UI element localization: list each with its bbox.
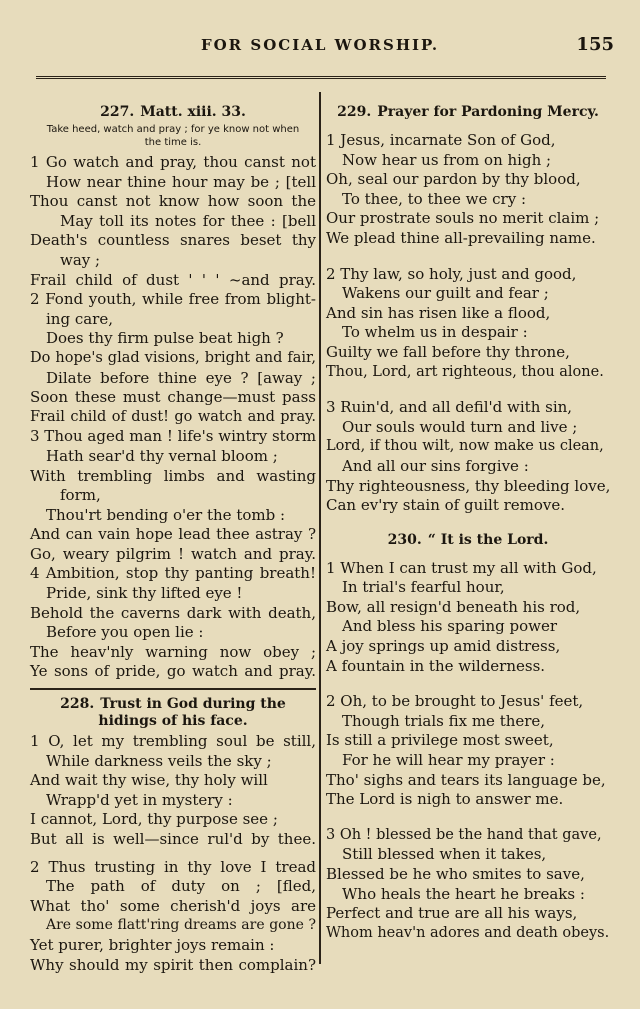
verse-line: Blessed be he who smites to save,: [326, 865, 585, 883]
stanza-gap: [326, 810, 610, 826]
verse-line: Thou'rt bending o'er the tomb :: [46, 505, 286, 524]
verse-line: 2 Oh, to be brought to Jesus' feet,: [326, 692, 584, 711]
verse-line: How near thine hour may be ; [tell: [46, 172, 316, 191]
verse-line: Can ev'ry stain of guilt remove.: [326, 496, 566, 515]
verse-line: But all is well—since rul'd by thee.: [30, 830, 316, 848]
verse-line: Are some flatt'ring dreams are gone ?: [46, 917, 316, 934]
hymn-number: 227.: [100, 104, 135, 120]
verse-line: Though trials fix me there,: [342, 711, 546, 730]
verse-line: Why should my spirit then complain?: [30, 955, 316, 974]
hymn-title: Matt. xiii. 33.: [140, 104, 246, 120]
verse-line: Go, weary pilgrim ! watch and pray.: [30, 544, 316, 563]
hymn-228-heading: [30, 696, 316, 730]
verse-line: 2 Thy law, so holy, just and good,: [326, 264, 577, 283]
verse-line: Tho' sighs and tears its language be,: [326, 770, 606, 789]
verse-line: Pride, sink thy lifted eye !: [46, 584, 243, 603]
verse-line: Frail child of dust ' ' ' ~and pray.: [30, 270, 316, 289]
verse-line: Behold the caverns dark with death,: [30, 603, 316, 622]
hymn-title: Trust in God during the hidings of his face.: [98, 696, 286, 730]
hymn-229-text: [326, 131, 610, 516]
verse-line: While darkness veils the sky ;: [46, 751, 272, 770]
verse-line: Bow, all resign'd beneath his rod,: [326, 597, 581, 616]
stanza-gap: [326, 382, 610, 398]
verse-line: Soon these must change—must pass: [30, 388, 316, 407]
hymn-title: Prayer for Pardoning Mercy.: [377, 104, 599, 120]
hymn-228-text: [30, 732, 316, 975]
hymn-230-heading: [326, 532, 610, 549]
verse-line: Hath sear'd thy vernal bloom ;: [46, 446, 278, 465]
verse-line: Guilty we fall before thy throne,: [326, 342, 570, 361]
verse-line: 1 Jesus, incarnate Son of God,: [326, 131, 556, 149]
verse-line: 1 When I can trust my all with God,: [326, 558, 597, 577]
verse-line: Thou, Lord, art righteous, thou alone.: [326, 363, 604, 380]
verse-line: 1 O, let my trembling soul be still,: [30, 732, 316, 751]
verse-line: May toll its notes for thee : [bell: [60, 211, 316, 230]
hymn-227-heading: [30, 104, 316, 121]
verse-line: I cannot, Lord, thy purpose see ;: [30, 810, 278, 829]
verse-line: 2 Fond youth, while free from blight-: [30, 290, 316, 309]
verse-line: What tho' some cherish'd joys are: [30, 896, 316, 915]
verse-line: 3 Oh ! blessed be the hand that gave,: [326, 826, 602, 843]
verse-line: For he will hear my prayer :: [342, 751, 555, 770]
verse-line: To whelm us in despair :: [342, 323, 528, 342]
verse-line: Do hope's glad visions, bright and fair,: [30, 349, 316, 366]
left-column: [30, 104, 316, 975]
verse-line: And can vain hope lead thee astray ?: [30, 525, 316, 544]
verse-line: Wakens our guilt and fear ;: [342, 284, 549, 303]
verse-line: Oh, seal our pardon by thy blood,: [326, 170, 581, 189]
verse-line: Still blessed when it takes,: [342, 845, 547, 864]
verse-line: Before you open lie :: [46, 623, 204, 642]
verse-line: The heav'nly warning now obey ;: [30, 642, 316, 661]
header-rule: [36, 76, 606, 79]
verse-line: And wait thy wise, thy holy will: [30, 771, 268, 790]
verse-line: Thou canst not know how soon the: [30, 192, 316, 211]
verse-line: Our souls would turn and live ;: [342, 417, 578, 436]
verse-line: We plead thine all-prevailing name.: [326, 228, 596, 247]
verse-line: Who heals the heart he breaks :: [342, 884, 585, 903]
verse-line: Perfect and true are all his ways,: [326, 904, 578, 923]
verse-line: And bless his sparing power: [342, 617, 557, 636]
verse-line: Ye sons of pride, go watch and pray.: [30, 662, 316, 681]
verse-line: In trial's fearful hour,: [342, 578, 505, 597]
verse-line: Death's countless snares beset thy: [30, 231, 316, 250]
verse-line: The Lord is nigh to answer me.: [326, 790, 564, 809]
heading-gap: [326, 551, 610, 559]
hymn-separator: [30, 688, 316, 690]
hymn-number: 229.: [337, 104, 372, 120]
verse-line: With trembling limbs and wasting: [30, 466, 316, 485]
verse-line: 4 Ambition, stop thy panting breath!: [30, 564, 316, 583]
hymn-230-text: [326, 559, 610, 944]
epigraph-line: Take heed, watch and pray ; for ye know not when: [46, 124, 300, 135]
hymn-title: “ It is the Lord.: [427, 531, 549, 548]
hymn-229-heading: [326, 104, 610, 121]
stanza-gap: [30, 850, 316, 858]
column-divider: [319, 92, 321, 964]
running-head: FOR SOCIAL WORSHIP.: [200, 36, 440, 54]
verse-line: 3 Ruin'd, and all defil'd with sin,: [326, 398, 573, 417]
verse-line: Lord, if thou wilt, now make us clean,: [326, 438, 604, 455]
verse-line: form,: [60, 486, 101, 505]
verse-line: Does thy firm pulse beat high ?: [46, 329, 284, 348]
right-column: [326, 104, 610, 943]
stanza-gap: [326, 249, 610, 265]
verse-line: 2 Thus trusting in thy love I tread: [30, 857, 316, 876]
verse-line: The path of duty on ; [fled,: [46, 877, 316, 896]
hymn-number: 230.: [387, 531, 422, 548]
verse-line: Wrapp'd yet in mystery :: [46, 790, 233, 809]
verse-line: To thee, to thee we cry :: [342, 189, 527, 208]
hymn-gap: [326, 516, 610, 532]
hymn-227-epigraph: [30, 123, 316, 149]
verse-line: Dilate before thine eye ? [away ;: [46, 368, 316, 387]
heading-gap: [326, 123, 610, 131]
verse-line: 3 Thou aged man ! life's wintry storm: [30, 427, 317, 446]
hymn-227-text: [30, 153, 316, 682]
verse-line: And all our sins forgive :: [342, 456, 529, 475]
verse-line: Now hear us from on high ;: [342, 150, 552, 169]
verse-line: way ;: [60, 250, 101, 269]
verse-line: Thy righteousness, thy bleeding love,: [326, 476, 611, 495]
hymn-number: 228.: [60, 696, 95, 713]
epigraph-line: the time is.: [144, 137, 202, 148]
verse-line: ing care,: [46, 309, 113, 328]
verse-line: Is still a privilege most sweet,: [326, 731, 554, 750]
stanza-gap: [326, 676, 610, 692]
verse-line: Yet purer, brighter joys remain :: [30, 935, 275, 954]
verse-line: A fountain in the wilderness.: [326, 656, 546, 675]
verse-line: And sin has risen like a flood,: [326, 303, 551, 322]
verse-line: Frail child of dust! go watch and pray.: [30, 408, 316, 425]
verse-line: Our prostrate souls no merit claim ;: [326, 209, 600, 228]
page-number: 155: [576, 34, 614, 55]
verse-line: Whom heav'n adores and death obeys.: [326, 924, 610, 941]
verse-line: 1 Go watch and pray, thou canst not: [30, 153, 316, 171]
verse-line: A joy springs up amid distress,: [326, 637, 561, 656]
